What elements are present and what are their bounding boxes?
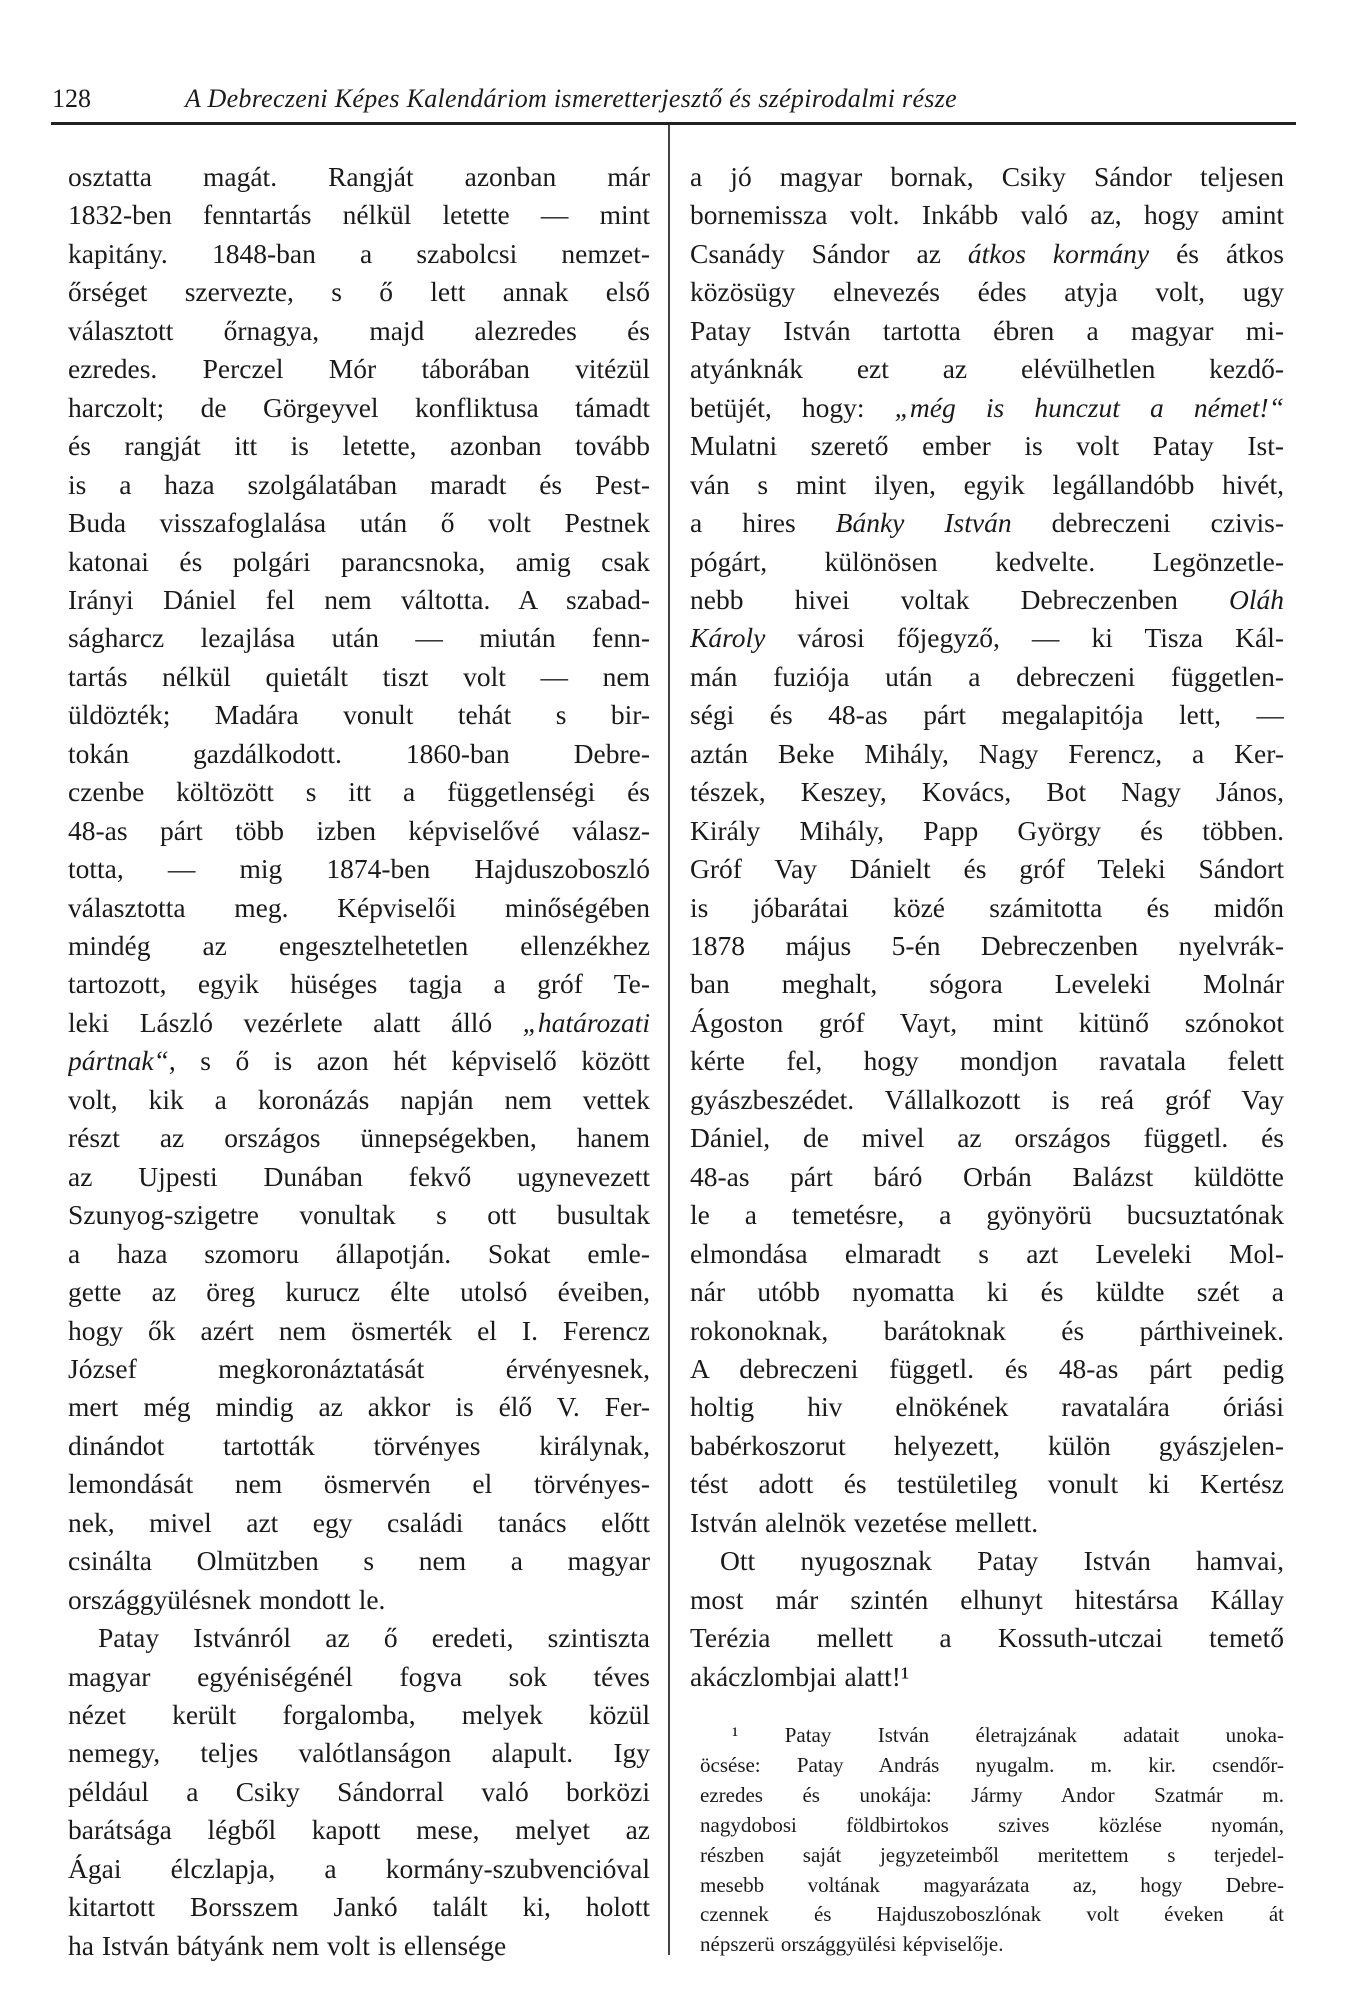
running-title: A Debreczeni Képes Kalendáriom ismeretterjesztő és szépirodalmi része <box>185 84 957 113</box>
footnote-line: öcsése: Patay András nyugalm. m. kir. csendőr- <box>700 1752 1284 1777</box>
text-line: tészek, Keszey, Kovács, Bot Nagy János, <box>690 776 1284 808</box>
text-line: le a temetésre, a gyönyörü bucsuztatónak <box>690 1199 1284 1231</box>
text-line: és rangját itt is letette, azonban tovább <box>68 430 650 462</box>
text-line: hogy ők azért nem ösmerték el I. Ferencz <box>68 1314 650 1346</box>
text-line: 48-as párt báró Orbán Balázst küldötte <box>690 1160 1284 1192</box>
text-line: kérte fel, hogy mondjon ravatala felett <box>690 1045 1284 1077</box>
text-line: most már szintén elhunyt hitestársa Kállay <box>690 1583 1284 1615</box>
text-line: Király Mihály, Papp György és többen. <box>690 814 1284 846</box>
text-line: csinálta Olmützben s nem a magyar <box>68 1545 650 1577</box>
text-line: választott őrnagya, majd alezredes és <box>68 314 650 346</box>
text-line: István alelnök vezetése mellett. <box>690 1506 1039 1538</box>
text-line: czenbe költözött s itt a függetlenségi és <box>68 776 650 808</box>
text-line: katonai és polgári parancsnoka, amig csak <box>68 545 650 577</box>
text-line: ha István bátyánk nem volt is ellensége <box>68 1929 507 1961</box>
text-line: például a Csiky Sándorral való borközi <box>68 1775 650 1807</box>
text-line: atyánknák ezt az elévülhetlen kezdő- <box>690 353 1284 385</box>
footnote-line: mesebb voltának magyarázata az, hogy Debre- <box>700 1872 1284 1897</box>
text-line: mert még mindig az akkor is élő V. Fer- <box>68 1391 650 1423</box>
text-line <box>690 581 1284 619</box>
text-line: A debreczeni függetl. és 48-as párt pedig <box>690 1352 1284 1384</box>
text-line <box>68 1042 650 1080</box>
text-line: Ágoston gróf Vayt, mint kitünő szónokot <box>690 1006 1284 1038</box>
text-line: Szunyog-szigetre vonultak s ott busultak <box>68 1199 650 1231</box>
italic-text: Károly <box>690 622 766 654</box>
italic-text: Bánky István <box>835 507 1012 539</box>
text-line: elmondása elmaradt s azt Leveleki Mol- <box>690 1237 1284 1269</box>
text-line: Irányi Dániel fel nem váltotta. A szabad- <box>68 583 650 615</box>
text-line: holtig hiv elnökének ravatalára óriási <box>690 1391 1284 1423</box>
text-line: választotta meg. Képviselői minőségében <box>68 891 650 923</box>
text-line: részt az országos ünnepségekben, hanem <box>68 1122 650 1154</box>
text-line: Terézia mellett a Kossuth-utczai temető <box>690 1622 1284 1654</box>
text-line: nár utóbb nyomatta ki és küldte szét a <box>690 1276 1284 1308</box>
text-segment: városi főjegyző, — ki Tisza Kál- <box>765 622 1284 654</box>
text-line: tartozott, egyik hüséges tagja a gróf Te- <box>68 968 650 1000</box>
text-line: tartás nélkül quietált tiszt volt — nem <box>68 660 650 692</box>
header-rule <box>51 122 1296 125</box>
text-line: 1878 május 5-én Debreczenben nyelvrák- <box>690 930 1284 961</box>
text-line: gette az öreg kurucz élte utolsó éveiben, <box>68 1276 650 1308</box>
footnote-line: ezredes és unokája: Jármy Andor Szatmár m. <box>700 1782 1284 1807</box>
italic-text: pártnak“ <box>68 1045 169 1077</box>
text-line: 1832-ben fenntartás nélkül letette — mint <box>68 199 650 231</box>
text-line: gyászbeszédet. Vállalkozott is reá gróf Vay <box>690 1083 1284 1115</box>
text-line: Buda visszafoglalása után ő volt Pestnek <box>68 507 650 539</box>
italic-text: Oláh <box>1229 583 1284 615</box>
text-line: kapitány. 1848-ban a szabolcsi nemzet- <box>68 237 650 269</box>
text-line: 48-as párt több izben képviselővé válasz- <box>68 814 650 846</box>
text-line <box>690 389 1284 427</box>
text-line: a jó magyar bornak, Csiky Sándor teljesen <box>690 161 1284 192</box>
text-line: nek, mivel azt egy családi tanács előtt <box>68 1506 650 1538</box>
text-line: országgyülésnek mondott le. <box>68 1583 386 1615</box>
text-line: ságharcz lezajlása után — miután fenn- <box>68 622 650 654</box>
text-line: Patay István tartotta ébren a magyar mi- <box>690 314 1284 346</box>
text-segment: a hires <box>690 507 836 539</box>
text-segment: és átkos <box>1149 237 1284 269</box>
text-line: mán fuziója után a debreczeni független- <box>690 660 1284 692</box>
text-segment: debreczeni czivis- <box>1011 507 1284 539</box>
italic-text: „még is hunczut a német!“ <box>894 391 1284 423</box>
text-line: is a haza szolgálatában maradt és Pest- <box>68 468 650 500</box>
text-line: ban meghalt, sógora Leveleki Molnár <box>690 968 1284 1000</box>
text-line: rokonoknak, barátoknak és párthiveinek. <box>690 1314 1284 1346</box>
text-line: közösügy elnevezés édes atyja volt, ugy <box>690 276 1284 308</box>
text-line: Gróf Vay Dánielt és gróf Teleki Sándort <box>690 853 1284 885</box>
text-line <box>690 504 1284 542</box>
text-segment: Csanády Sándor az <box>690 237 968 269</box>
italic-text: átkos kormány <box>967 237 1150 269</box>
text-line <box>690 235 1284 273</box>
page-number: 128 <box>52 84 91 113</box>
text-line: bornemissza volt. Inkább való az, hogy amint <box>690 199 1284 231</box>
text-line: Ágai élczlapja, a kormány-szubvencióval <box>68 1852 650 1884</box>
text-line: babérkoszorut helyezett, külön gyászjelen- <box>690 1429 1284 1461</box>
footnote-line: népszerü országgyülési képviselője. <box>700 1932 1004 1957</box>
text-line: tést adott és testületileg vonult ki Kertész <box>690 1468 1284 1500</box>
text-line: harczolt; de Görgeyvel konfliktusa támadt <box>68 391 650 423</box>
text-line: Dániel, de mivel az országos függetl. és <box>690 1122 1284 1154</box>
text-line: nézet került forgalomba, melyek közül <box>68 1699 650 1730</box>
italic-text: „határozati <box>522 1006 650 1038</box>
text-line: pógárt, különösen kedvelte. Legönzetle- <box>690 545 1284 577</box>
text-line: barátsága légből kapott mese, melyet az <box>68 1814 650 1846</box>
text-line <box>690 619 1284 657</box>
text-line: tokán gazdálkodott. 1860-ban Debre- <box>68 737 650 769</box>
text-line: Mulatni szerető ember is volt Patay Ist- <box>690 430 1284 462</box>
text-segment: , s ő is azon hét képviselő között <box>168 1045 650 1077</box>
footnote-line: részben saját jegyzeteimből meritettem s terjedel- <box>700 1842 1284 1867</box>
text-line: totta, — mig 1874-ben Hajduszoboszló <box>68 853 650 885</box>
footnote-line: nagydobosi földbirtokos szives közlése nyomán, <box>700 1812 1284 1837</box>
text-line: volt, kik a koronázás napján nem vettek <box>68 1083 650 1115</box>
text-line: Ott nyugosznak Patay István hamvai, <box>720 1545 1284 1577</box>
text-line: lemondását nem ösmervén el törvényes- <box>68 1468 650 1500</box>
text-line: magyar egyéniségénél fogva sok téves <box>68 1660 650 1692</box>
text-line: nemegy, teljes valótlanságon alapult. Igy <box>68 1737 650 1769</box>
footnote-line: czennek és Hajduszoboszlónak volt éveken át <box>700 1902 1284 1927</box>
text-line: osztatta magát. Rangját azonban már <box>68 161 650 192</box>
text-line: József megkoronáztatását érvényesnek, <box>68 1352 650 1384</box>
text-line: aztán Beke Mihály, Nagy Ferencz, a Ker- <box>690 737 1284 769</box>
text-line: kitartott Borsszem Jankó talált ki, holott <box>68 1891 650 1923</box>
text-line <box>68 1004 650 1042</box>
text-line: Patay Istvánról az ő eredeti, szintiszta <box>98 1622 650 1654</box>
text-line: ván s mint ilyen, egyik legállandóbb hivét, <box>690 468 1284 500</box>
text-line: is jóbarátai közé számitotta és midőn <box>690 891 1284 923</box>
text-line: dinándot tartották törvényes királynak, <box>68 1429 650 1461</box>
text-line: a haza szomoru állapotján. Sokat emle- <box>68 1237 650 1269</box>
text-line: ségi és 48-as párt megalapitója lett, — <box>690 699 1284 731</box>
text-segment: betüjét, hogy: <box>690 391 895 423</box>
text-line: az Ujpesti Dunában fekvő ugynevezett <box>68 1160 650 1192</box>
footnote-line: ¹ Patay István életrajzának adatait unoka- <box>732 1723 1284 1747</box>
text-line: mindég az engesztelhetetlen ellenzékhez <box>68 930 650 961</box>
text-segment: nebb hivei voltak Debreczenben <box>690 583 1229 615</box>
column-divider <box>668 125 670 1955</box>
text-line: üldözték; Madára vonult tehát s bir- <box>68 699 650 731</box>
text-line: őrséget szervezte, s ő lett annak első <box>68 276 650 308</box>
text-line: akáczlombjai alatt!¹ <box>690 1660 910 1692</box>
text-segment: leki László vezérlete alatt álló <box>68 1006 523 1038</box>
text-line: ezredes. Perczel Mór táborában vitézül <box>68 353 650 385</box>
